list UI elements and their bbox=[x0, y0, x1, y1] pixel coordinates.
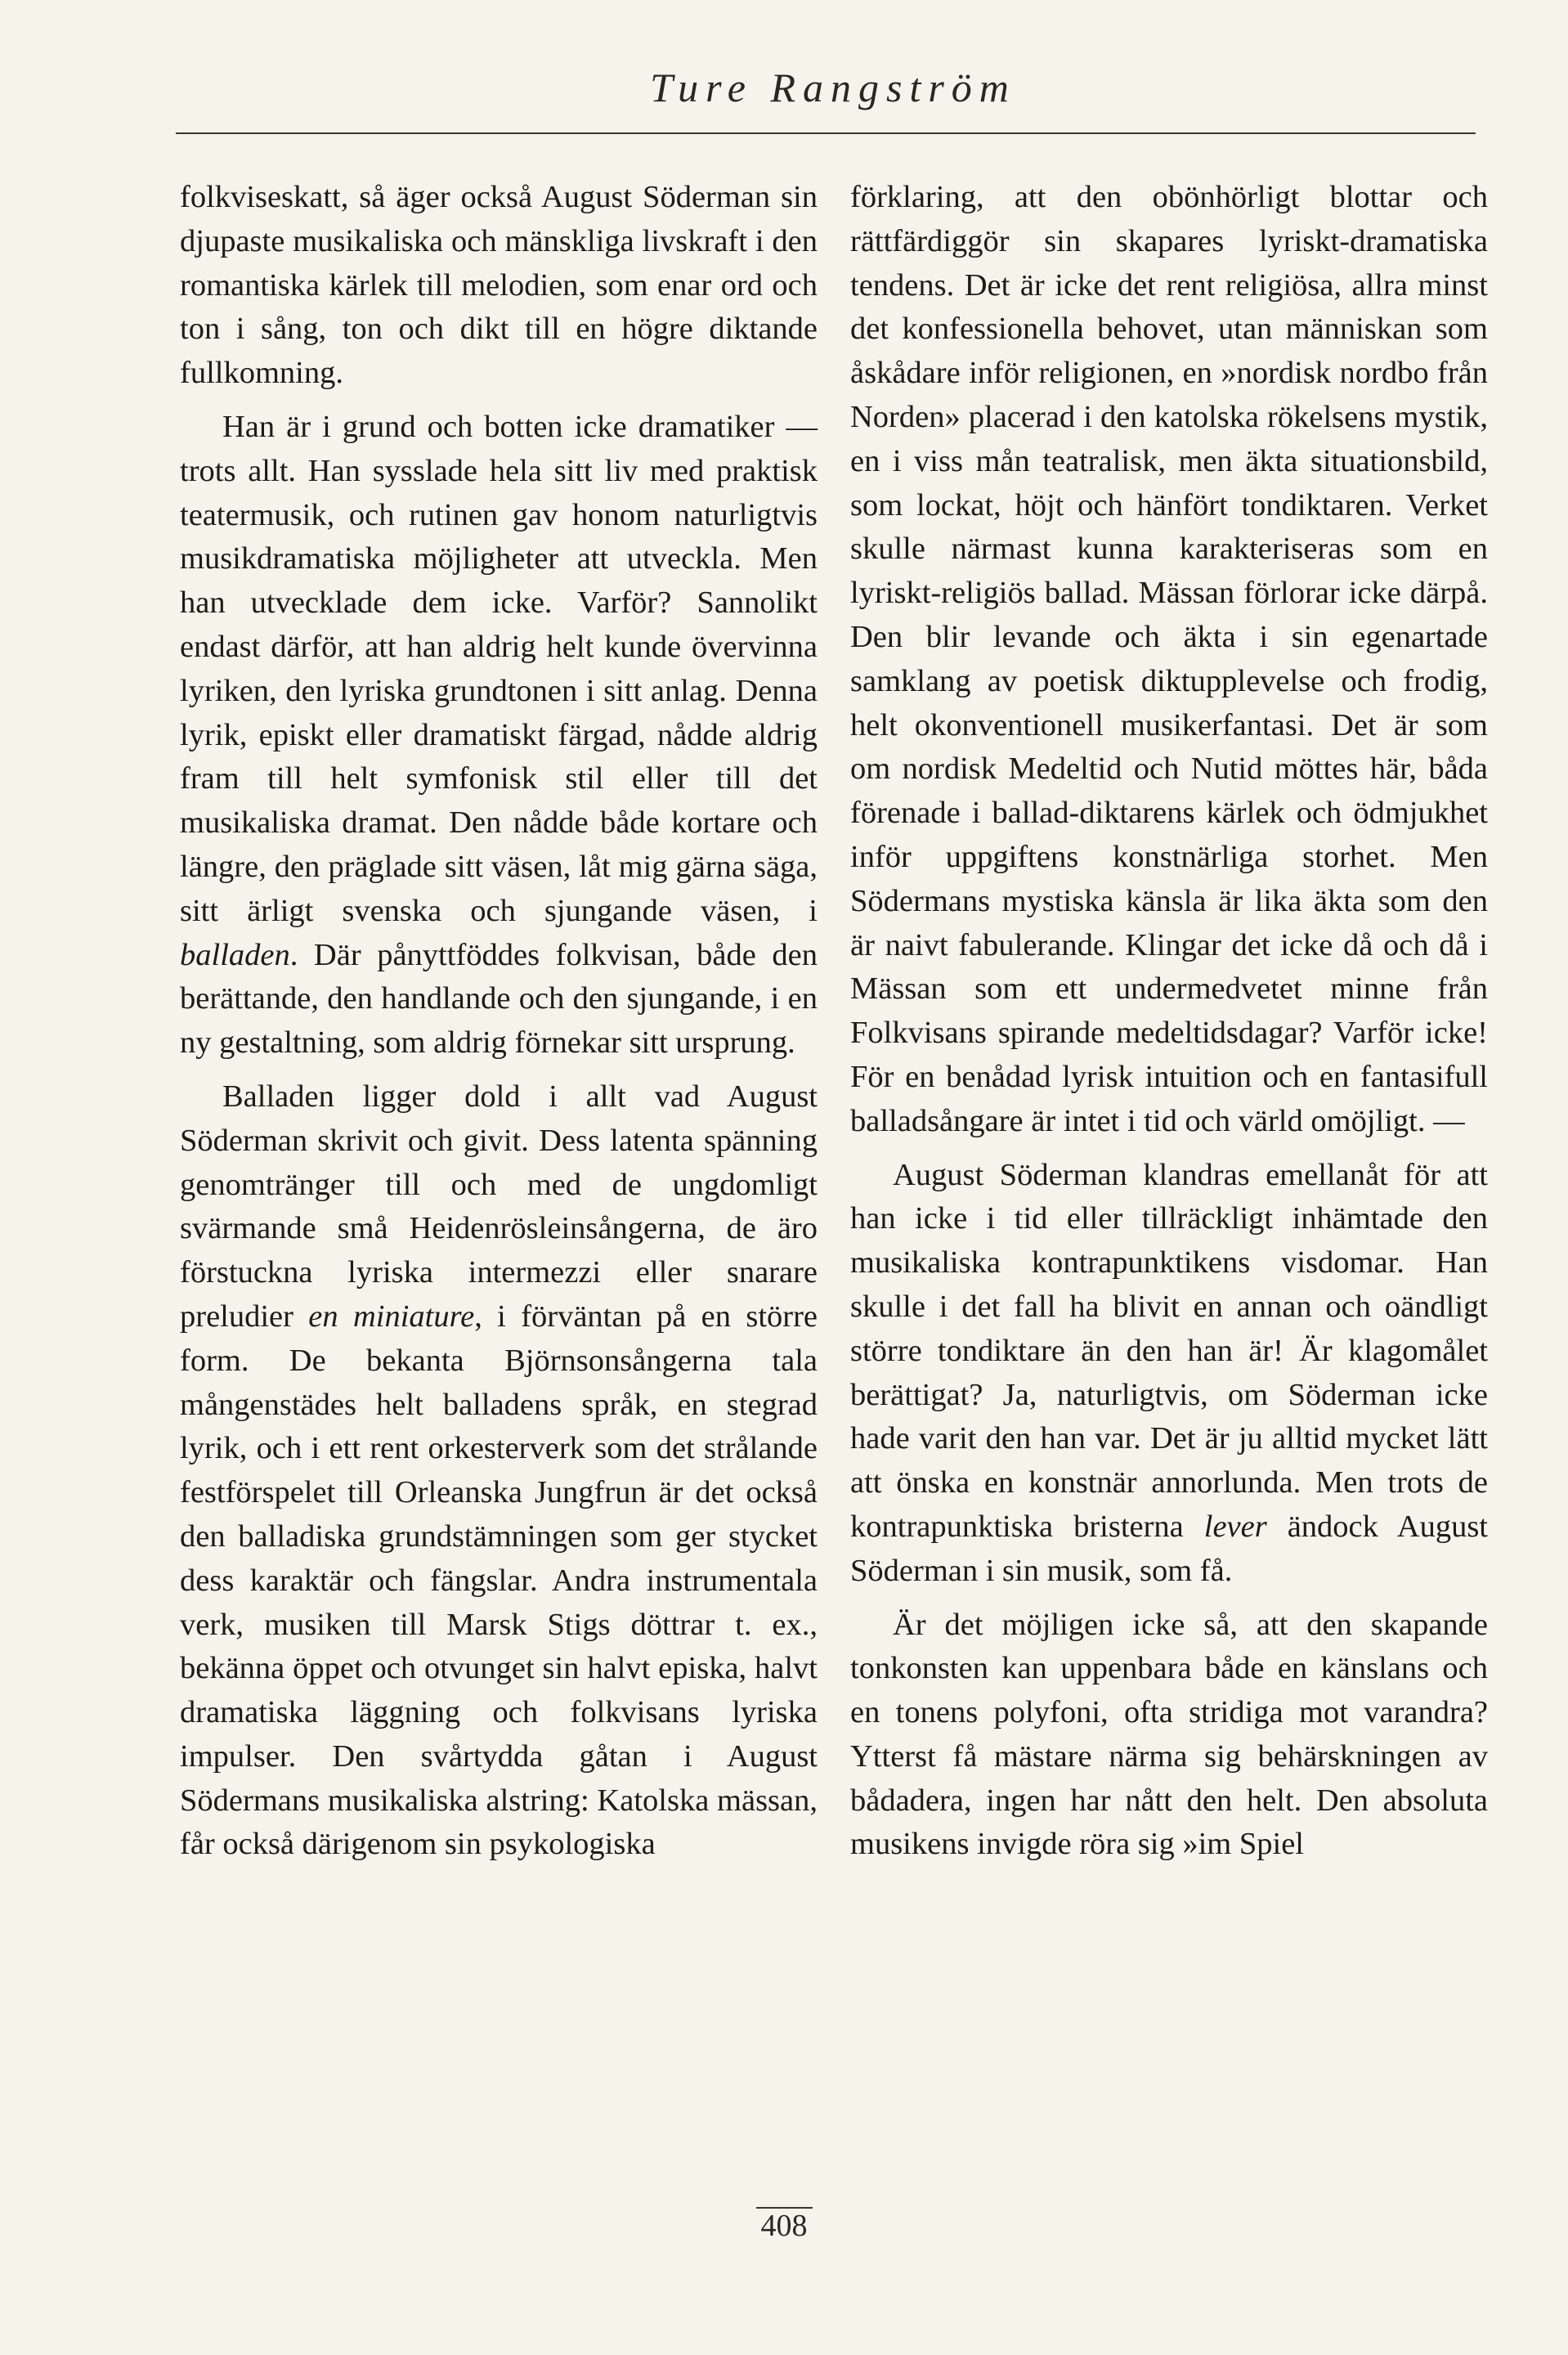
right-column bbox=[850, 176, 1488, 1867]
italic-word: balladen bbox=[180, 937, 290, 972]
paragraph: Han är i grund och botten icke dramatiker — trots allt. Han sysslade hela sitt liv med praktisk teatermusik, och rutinen gav honom naturligtvis musikdramatiska möjligheter att utveckla. Men han utvecklade dem icke. Varför? Sannolikt endast därför, att han aldrig helt kunde övervinna lyriken, den lyriska grundtonen i sitt anlag. Denna lyrik, episkt eller dramatiskt färgad, nådde aldrig fram till helt symfonisk stil eller till det musikaliska dramat. Den nådde både kortare och längre, den präglade sitt väsen, låt mig gärna säga, sitt ärligt svenska och sjungande väsen, i balladen. Där pånyttföddes folkvisan, både den berättande, den handlande och den sjungande, i en ny gestaltning, som aldrig förnekar sitt ursprung. bbox=[180, 409, 818, 1061]
paragraph: Är det möjligen icke så, att den skapande tonkonsten kan uppenbara både en känslans och en tonens polyfoni, ofta stridiga mot varandra? Ytterst få mästare närma sig behärskningen av bådadera, ingen har nått den helt. Den absoluta musikens invigde röra sig »im Spiel bbox=[850, 1607, 1488, 1862]
paragraph: Balladen ligger dold i allt vad August Söderman skrivit och givit. Dess latenta spänning genomtränger till och med de ungdomligt svärmande små Heidenrösleinsångerna, de äro förstuckna lyriska intermezzi eller snarare preludier en miniature, i förväntan på en större form. De bekanta Björnsonsångerna tala mångenstädes helt balladens språk, en stegrad lyrik, och i ett rent orkesterverk som det strålande festförspelet till Orleanska Jungfrun är det också den balladiska grundstämningen som ger stycket dess karaktär och fängslar. Andra instrumentala verk, musiken till Marsk Stigs döttrar t. ex., bekänna öppet och otvunget sin halvt episka, halvt dramatiska läggning och folkvisans lyriska impulser. Den svårtydda gåtan i August Södermans musikaliska alstring: Katolska mässan, får också därigenom sin psykologiska bbox=[180, 1079, 818, 1862]
running-head: Ture Rangström bbox=[650, 65, 1016, 110]
italic-word: en miniature bbox=[308, 1299, 475, 1334]
left-column bbox=[180, 176, 818, 1867]
page-number: 408 bbox=[0, 2208, 1568, 2244]
paragraph: folkviseskatt, så äger också August Söderman sin djupaste musikaliska och mänskliga livskraft i den romantiska kärlek till melodien, som enar ord och ton i sång, ton och dikt till en högre diktande fullkomning. bbox=[180, 180, 818, 391]
header-rule bbox=[176, 132, 1476, 134]
italic-word: lever bbox=[1203, 1509, 1267, 1544]
paragraph: förklaring, att den obönhörligt blottar och rättfärdiggör sin skapares lyriskt-dramatiska tendens. Det är icke det rent religiösa, allra minst det konfessionella behovet, utan människan som åskådare inför religionen, en »nordisk nordbo från Norden» placerad i den katolska rökelsens mystik, en i viss mån teatralisk, men äkta situationsbild, som lockat, höjt och hänfört tondiktaren. Verket skulle närmast kunna karakteriseras som en lyriskt-religiös ballad. Mässan förlorar icke därpå. Den blir levande och äkta i sin egenartade samklang av poetisk diktupplevelse och frodig, helt okonventionell musikerfantasi. Det är som om nordisk Medeltid och Nutid möttes här, båda förenade i ballad-diktarens kärlek och ödmjukhet inför uppgiftens konstnärliga storhet. Men Södermans mystiska känsla är lika äkta som den är naivt fabulerande. Klingar det icke då och då i Mässan som ett undermedvetet minne från Folkvisans spirande medeltidsdagar? Varför icke! För en benådad lyrisk intuition och en fantasifull balladsångare är intet i tid och värld omöjligt. — bbox=[850, 180, 1488, 1138]
paragraph: August Söderman klandras emellanåt för att han icke i tid eller tillräckligt inhämtade den musikaliska kontrapunktikens visdomar. Han skulle i det fall ha blivit en annan och oändligt större tondiktare än den han är! Är klagomålet berättigat? Ja, naturligtvis, om Söderman icke hade varit den han var. Det är ju alltid mycket lätt att önska en konstnär annorlunda. Men trots de kontrapunktiska bristerna lever ändock August Söderman i sin musik, som få. bbox=[850, 1157, 1488, 1588]
